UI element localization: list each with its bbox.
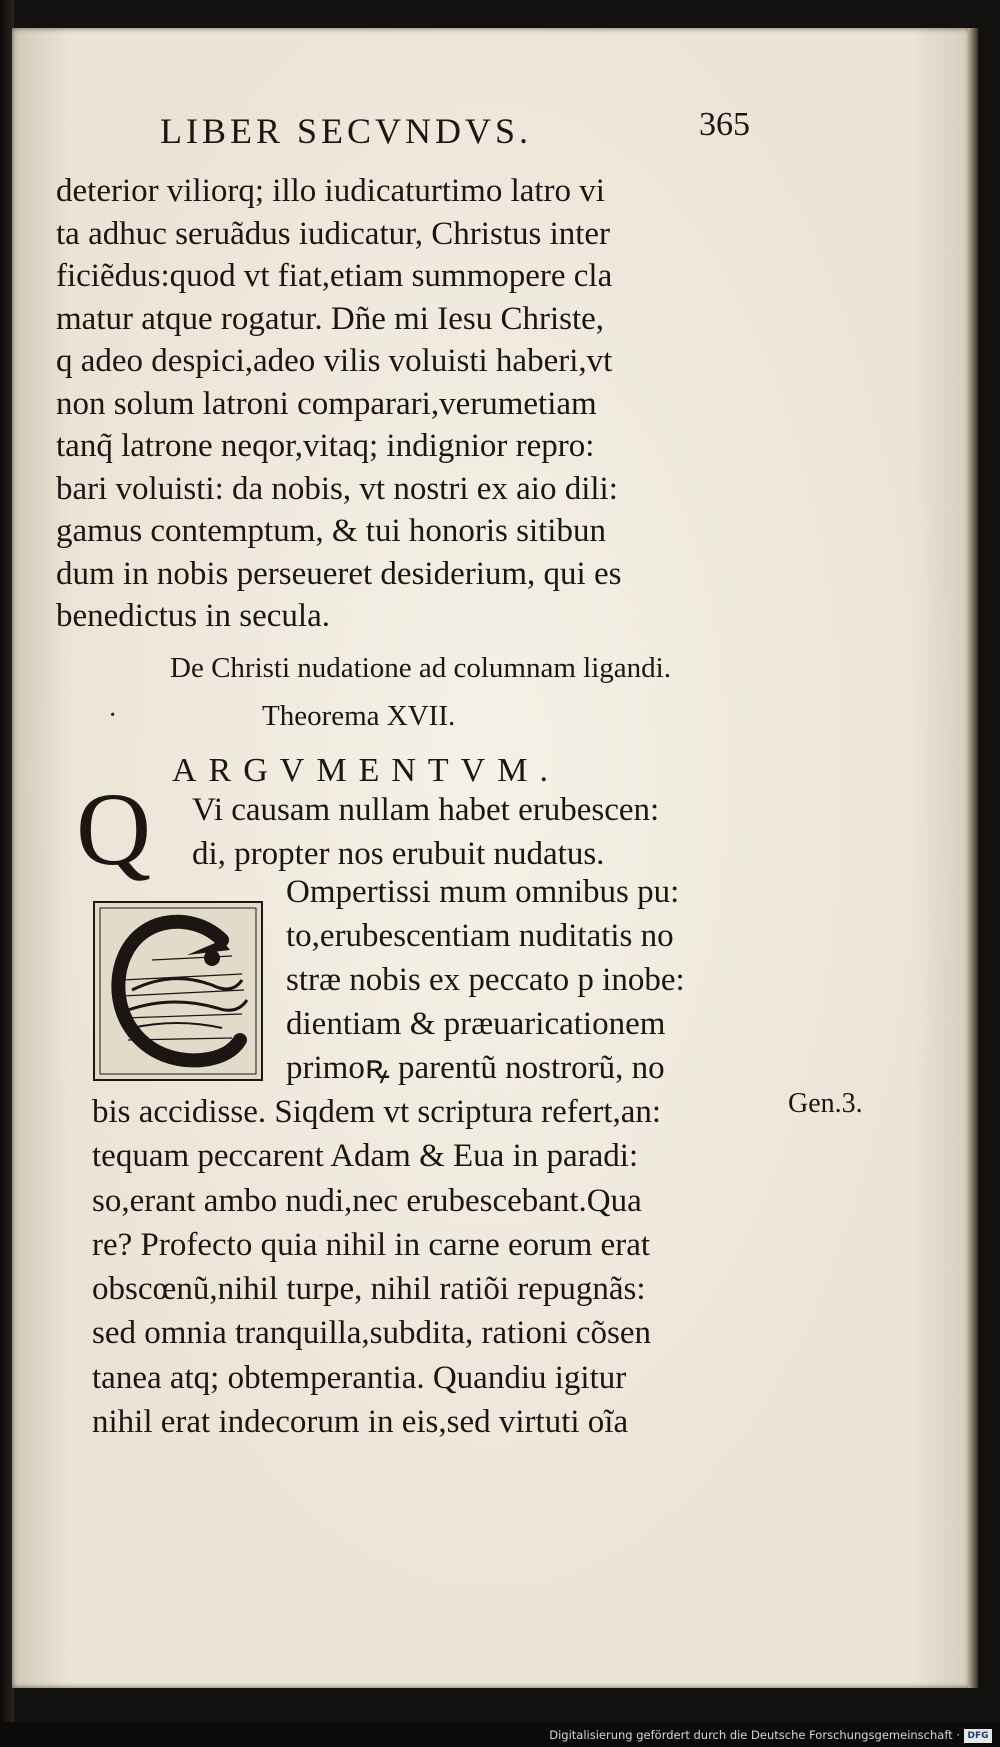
text-line: to,erubescentiam nuditatis no: [286, 918, 674, 954]
margin-reference: Gen.3.: [788, 1088, 863, 1119]
theorem-mark: ·: [108, 700, 118, 731]
page-number: 365: [699, 106, 750, 143]
text-line: Ompertissi mum omnibus pu:: [286, 874, 680, 910]
argument-label: ARGVMENTVM.: [172, 752, 560, 789]
text-line: so,erant ambo nudi,nec erubescebant.Qua: [92, 1182, 642, 1219]
text-line: benedictus in secula.: [56, 598, 330, 634]
dropcap-letter: Q: [76, 772, 152, 887]
text-line: di, propter nos erubuit nudatus.: [192, 836, 605, 872]
text-line: tanea atq; obtemperantia. Quandiu igitur: [92, 1359, 627, 1396]
text-line: ficiẽdus:quod vt fiat,etiam summopere cla: [56, 258, 613, 294]
digitization-credit: Digitalisierung gefördert durch die Deutsche Forschungsgemeinschaft ·: [549, 1728, 960, 1742]
text-line: q adeo despici,adeo vilis voluisti haberi,vt: [56, 343, 613, 379]
text-line: nihil erat indecorum in eis,sed virtuti oĩa: [92, 1404, 629, 1441]
theorem-label: Theorema XVII.: [262, 700, 456, 732]
body-text-top: [56, 170, 756, 638]
text-line: dum in nobis perseueret desiderium, qui es: [56, 555, 622, 592]
text-line: matur atque rogatur. Dñe mi Iesu Christe,: [56, 300, 605, 337]
text-line: gamus contemptum, & tui honoris sitibun: [56, 513, 606, 549]
running-title: LIBER SECVNDVS.: [160, 111, 533, 151]
text-line: tequam peccarent Adam & Eua in paradi:: [92, 1138, 639, 1175]
text-line: stræ nobis ex peccato p inobe:: [286, 962, 685, 998]
text-line: re? Profecto quia nihil in carne eorum erat: [92, 1226, 651, 1263]
woodcut-initial-c-illustration: [92, 900, 264, 1082]
text-line: sed omnia tranquilla,subdita, rationi cõsen: [92, 1315, 652, 1352]
text-line: primoꝶ parentũ nostrorũ, no: [286, 1050, 665, 1086]
argument-text: [192, 788, 659, 876]
text-line: dientiam & præuaricationem: [286, 1006, 666, 1042]
text-line: ta adhuc seruãdus iudicatur, Christus inter: [56, 215, 611, 252]
text-line: Vi causam nullam habet erubescen:: [192, 792, 660, 828]
text-line: tanq̃ latrone neqor,vitaq; indignior repro:: [56, 428, 595, 464]
section-title: De Christi nudatione ad columnam ligandi.: [170, 652, 671, 684]
text-line: obscœnũ,nihil turpe, nihil ratiõi repugnãs:: [92, 1271, 646, 1308]
dfg-logo: DFG: [964, 1729, 992, 1743]
body-text-indented: [286, 870, 685, 1090]
text-line: bis accidisse. Siqdem vt scriptura refert,an:: [92, 1094, 662, 1130]
text-line: non solum latroni comparari,verumetiam: [56, 385, 597, 422]
text-line: deterior viliorq; illo iudicaturtimo latro vi: [56, 173, 605, 209]
page-edge-shadow: [968, 28, 978, 1688]
page-header: [160, 106, 750, 168]
body-text-bottom: [92, 1090, 661, 1444]
text-line: bari voluisti: da nobis, vt nostri ex aio dili:: [56, 470, 618, 507]
